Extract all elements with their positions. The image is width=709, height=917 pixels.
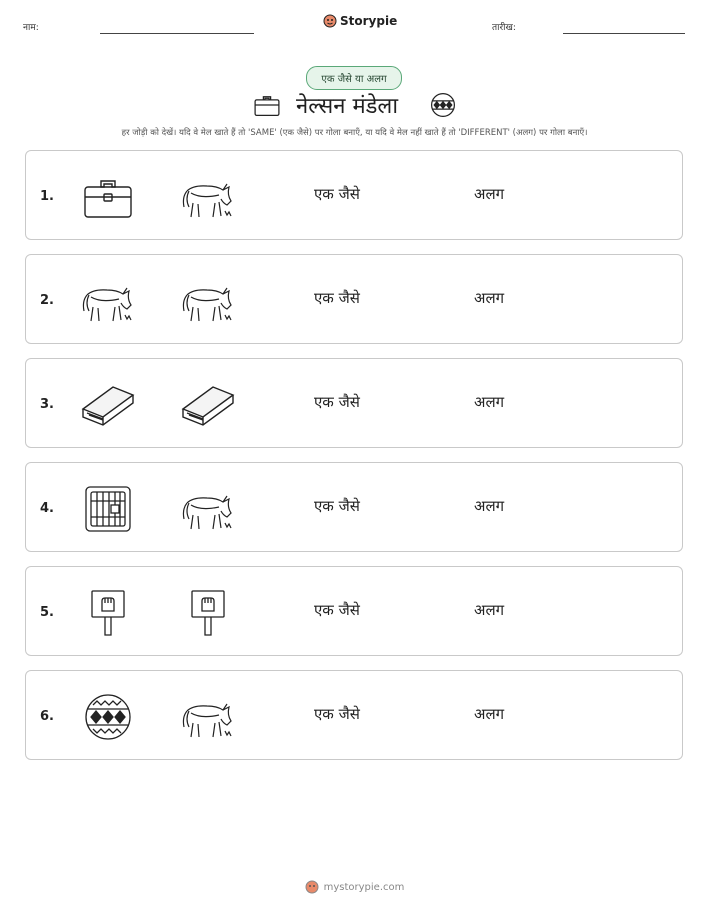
question-number: 5.	[40, 605, 54, 620]
ox-icon	[179, 173, 237, 221]
brand-logo	[323, 14, 397, 28]
option-same[interactable]: एक जैसे	[314, 393, 360, 411]
question-row	[25, 670, 683, 760]
question-number: 6.	[40, 709, 54, 724]
option-different[interactable]: अलग	[474, 289, 505, 307]
name-label: नाम:	[23, 23, 39, 33]
option-different[interactable]: अलग	[474, 705, 505, 723]
ox-icon	[179, 277, 237, 325]
protest-sign-icon	[79, 589, 137, 637]
question-number: 3.	[40, 397, 54, 412]
question-number: 1.	[40, 189, 54, 204]
question-row	[25, 566, 683, 656]
option-same[interactable]: एक जैसे	[314, 185, 360, 203]
patterned-ball-icon	[79, 693, 137, 741]
date-line[interactable]	[563, 33, 685, 34]
book-icon	[179, 381, 237, 429]
title-ball-icon	[428, 92, 458, 118]
option-same[interactable]: एक जैसे	[314, 289, 360, 307]
storypie-logo-icon	[305, 880, 319, 894]
option-same[interactable]: एक जैसे	[314, 497, 360, 515]
footer	[0, 880, 709, 894]
ox-icon	[179, 693, 237, 741]
worksheet-tag: एक जैसे या अलग	[306, 66, 402, 90]
date-label: तारीख:	[492, 23, 516, 33]
question-row	[25, 358, 683, 448]
question-row	[25, 462, 683, 552]
storypie-logo-icon	[323, 14, 337, 28]
footer-site: mystorypie.com	[323, 881, 405, 893]
option-different[interactable]: अलग	[474, 393, 505, 411]
book-icon	[79, 381, 137, 429]
option-same[interactable]: एक जैसे	[314, 705, 360, 723]
protest-sign-icon	[179, 589, 237, 637]
question-row	[25, 150, 683, 240]
page-title: नेल्सन मंडेला	[296, 94, 399, 119]
brand-name: Storypie	[340, 14, 398, 28]
question-number: 2.	[40, 293, 54, 308]
question-number: 4.	[40, 501, 54, 516]
instructions: हर जोड़ी को देखें। यदि वे मेल खाते हैं तो 'SAME' (एक जैसे) पर गोला बनाएँ, या यदि वे मेल नहीं खाते हैं तो 'DIFFERENT' (अलग) पर गोला बनाएँ।	[121, 128, 588, 138]
ox-icon	[179, 485, 237, 533]
option-same[interactable]: एक जैसे	[314, 601, 360, 619]
name-line[interactable]	[100, 33, 254, 34]
ox-icon	[79, 277, 137, 325]
title-briefcase-icon	[252, 92, 282, 118]
question-row	[25, 254, 683, 344]
prison-door-icon	[79, 485, 137, 533]
briefcase-icon	[79, 173, 137, 221]
option-different[interactable]: अलग	[474, 601, 505, 619]
option-different[interactable]: अलग	[474, 185, 505, 203]
option-different[interactable]: अलग	[474, 497, 505, 515]
